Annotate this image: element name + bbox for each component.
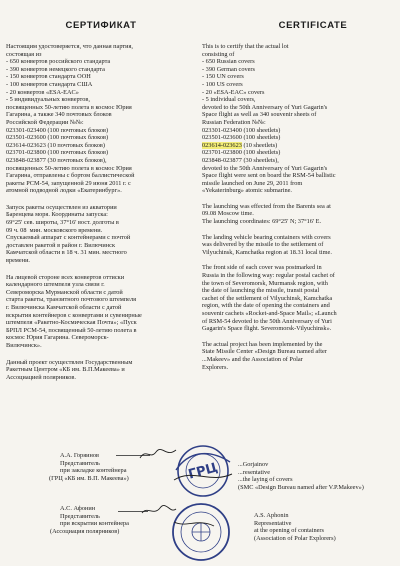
russian-launch-text: Запуск ракеты осуществлен из акватории Баренцева моря. Координаты запуска: 69°25' сев. широты, 37°16' вост. долготы в 09 ч. 08 мин. московского времени. Спускаемый аппарат с контейнерами с почтой доставлен ракетой в район г. Вилючинск Камчатской области в 18 ч. 31 мин. местного времени. [6, 203, 131, 265]
english-signature-1: ...Gorjainov ...resentative ...the laying of covers (SMC «Design Bureau named after V.P.Makeev») [238, 461, 364, 491]
russian-project-text: Данный проект осуществлен Государственным Ракетным Центром «КБ им. В.П.Макеева» и Ассоциацией полярников. [6, 358, 133, 381]
russian-signature-1: А.А. Горяинов Представитель при закладке контейнера (ГРЦ «КБ им. В.П. Макеева») [49, 452, 129, 482]
svg-text:ГРЦ: ГРЦ [186, 460, 220, 483]
highlighted-sheet-range: 023614-023623 [202, 141, 242, 149]
russian-postmark-text: На лицевой стороне всех конвертов оттиски календарного штемпеля узла связи г. Североморска Мурманской области с датой старта ракеты, транзитного почтового штемпеля г. Вилючинска Камчатской области с датой вскрытия контейнеров с конвертами и сувенирные штемпеля «Ракетно-Космическая Почта»; «Пуск БРПЛ РСМ-54, посвященный 50-летию полета в космос Юрия Гагарина. Североморск- Вилючинск». [6, 273, 142, 349]
english-title: CERTIFICATE [278, 20, 348, 31]
russian-intro-text: Настоящим удостоверяется, что данная партия, состоящая из - 650 конвертов российского стандарта - 390 конвертов немецкого стандарта - 150 конвертов стандарта ООН - 100 конвертов стандарта США - 20 конвертов «ESA-EAC» - 5 индивидуальных конвертов, посвященных 50-летию полета в космос Юрия Гагарина, а также 340 почтовых блоков Российской Федерации №№: 023301-023400 (100 почтовых блоков) 023501-023600 (100 почтовых блоков) 023614-023623 (10 почтовых блоков) 023701-023800 (100 почтовых блоков) 023848-023877 (30 почтовых блоков), посвященных 50-летию полета в космос Юрия Гагарина, отправлены с бортом баллистической ракеты РСМ-54, запущенной 29 июня 2011 г. с атомной подводной лодки «Екатеринбург». [6, 43, 135, 195]
russian-signature-2: А.С. Афонин Представитель при вскрытии контейнера (Ассоциация полярников) [50, 505, 129, 535]
handwritten-signature-1 [138, 446, 178, 462]
english-signature-2: A.S. Aphonin Representative at the opening of containers (Association of Polar Explorers) [254, 512, 336, 542]
english-intro-text: This is to certify that the actual lot consisting of - 650 Russian covers - 390 German covers - 150 UN covers - 100 US covers - 20 «ESA-EAC» covers - 5 individual covers, devoted to the 50th Anniversary of Yuri Gagarin's Space flight as well as 340 souvenir sheets of Russian Federation №№: 023301-023400 (100 sheetlets) 023501-023600 (100 sheetlets) 023614-023623 (10 sheetlets) 023701-023800 (100 sheetlets) 023848-023877 (30 sheetlets), devoted to the 50th Anniversary of Yuri Gagarin's Space flight were sent on board the RSM-54 ballistic missile launched on June 29, 2011 from «Yekaterinburg» atomic submarine. [202, 43, 336, 195]
makeev-bureau-stamp [168, 440, 238, 502]
handwritten-signature-2 [140, 503, 178, 519]
english-postmark-text: The front side of each cover was postmarked in Russia in the following way: regular postal cachet of the town of Severomorsk, Murmansk region, with the date of launching the missile, transit postal cachet of the settlement of Vilyuchinsk, Kamchatka region, with the date of opening the containers and souvenir cachets «Rocket-and-Space Mail»; «Launch of RSM-54 devoted to the 50th Anniversary of Yuri Gagarin's Space flight. Severomorsk-Vilyuchinsk». [202, 264, 337, 333]
english-launch-text: The launching was effected from the Barents sea at 09.08 Moscow time. The launching coordinates: 69°25' N; 37°16' E. [202, 202, 331, 226]
russian-title: СЕРТИФИКАТ [65, 20, 137, 31]
english-landing-text: The landing vehicle bearing containers with covers was delivered by the missile to the settlement of Vilyuchinsk, Kamchatka region at 18.31 local time. [202, 233, 332, 256]
english-project-text: The actual project has been implemented by the State Missile Center «Design Bureau named after ...Makeev» and the Association of Polar Explorers. [202, 340, 327, 371]
